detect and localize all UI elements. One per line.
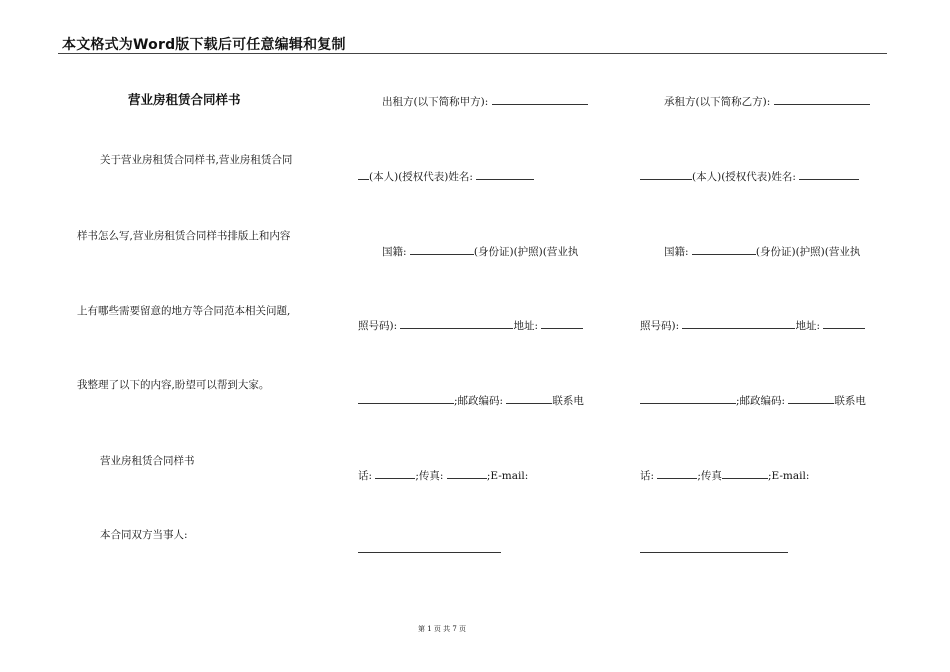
subtitle-line: 营业房租赁合同样书: [100, 455, 195, 467]
lessee-blank-line: [640, 552, 788, 553]
intro-line-1: 关于营业房租赁合同样书,营业房租赁合同: [100, 154, 293, 166]
lessor-nationality: 国籍: (身份证)(护照)(营业执: [382, 246, 579, 258]
lessee-nationality: 国籍: (身份证)(护照)(营业执: [664, 246, 861, 258]
lessor-postcode: ;邮政编码: 联系电: [358, 393, 584, 407]
document-header-title: 本文格式为Word版下载后可任意编辑和复制: [62, 37, 346, 53]
contract-title: 营业房租赁合同样书: [128, 92, 241, 107]
header-rule: [58, 53, 887, 54]
intro-line-4: 我整理了以下的内容,盼望可以帮到大家。: [77, 379, 270, 391]
lessee-party: 承租方(以下简称乙方):: [664, 94, 870, 108]
lessor-blank-line: [358, 552, 501, 553]
lessor-license: 照号码): 地址:: [358, 318, 583, 332]
lessor-phone: 话: ;传真: ;E-mail:: [358, 470, 529, 482]
lessee-license: 照号码): 地址:: [640, 318, 865, 332]
lessee-phone: 话: ;传真 ;E-mail:: [640, 470, 810, 482]
page-number: 第 1 页 共 7 页: [417, 625, 467, 633]
lessee-postcode: ;邮政编码: 联系电: [640, 393, 866, 407]
intro-line-2: 样书怎么写,营业房租赁合同样书排版上和内容: [77, 230, 291, 242]
intro-line-3: 上有哪些需要留意的地方等合同范本相关问题,: [77, 305, 291, 317]
parties-line: 本合同双方当事人:: [100, 529, 188, 541]
lessor-party: 出租方(以下简称甲方):: [382, 94, 588, 108]
lessee-rep: (本人)(授权代表)姓名:: [640, 169, 859, 183]
lessor-rep: (本人)(授权代表)姓名:: [358, 169, 534, 183]
